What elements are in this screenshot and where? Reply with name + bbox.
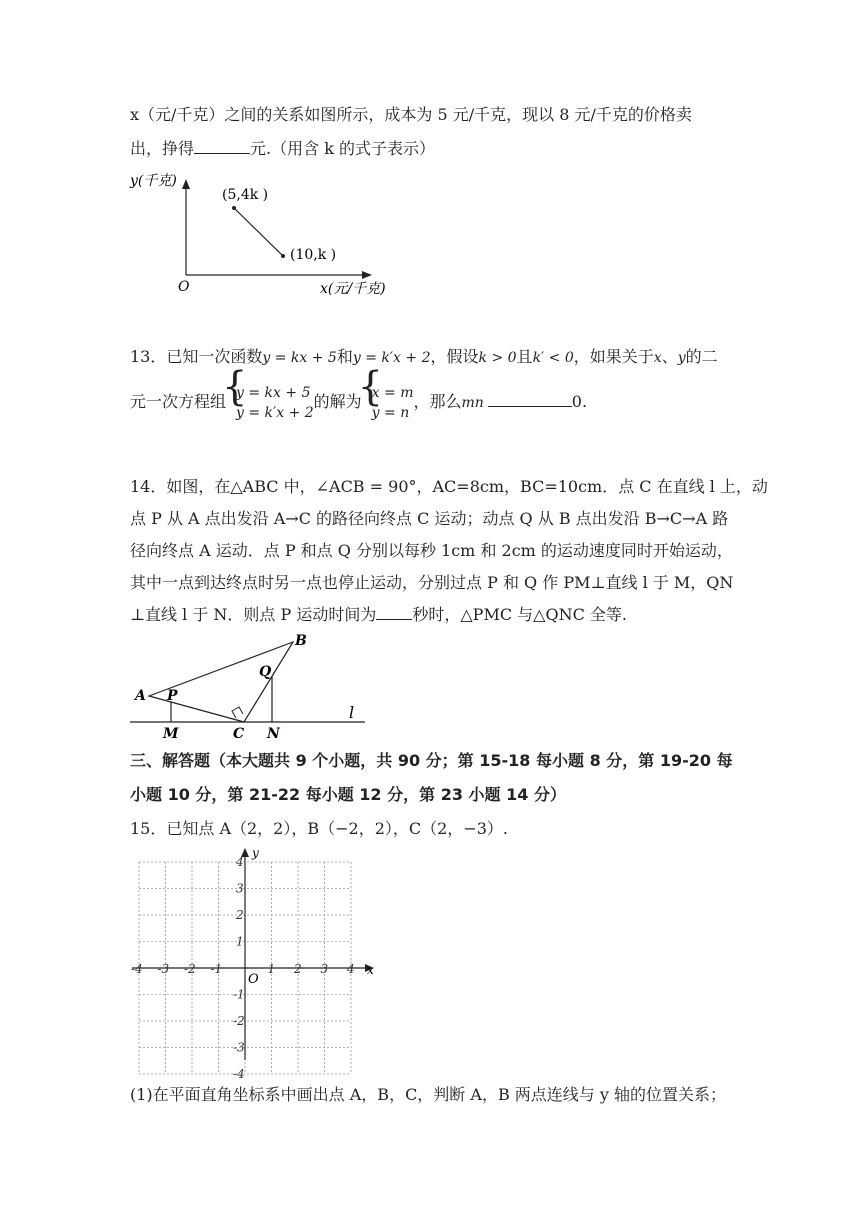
q13-and2: 且: [516, 347, 533, 366]
y-tick-label: -2: [233, 1014, 245, 1028]
answer-blank: [194, 139, 250, 154]
label-b: B: [295, 633, 307, 649]
x-tick-label: 3: [320, 962, 329, 976]
q14-line5: [130, 604, 627, 626]
q13-text-b: ，假设: [430, 347, 479, 366]
q13-var-y: y: [677, 350, 686, 366]
q13-text-c: ，如果关于: [573, 347, 654, 366]
q13-line2: [130, 380, 587, 424]
q13-line1: [130, 346, 718, 369]
point-1: [232, 206, 236, 210]
q13-eq2: y = k′x + 2: [352, 350, 431, 366]
segment: [234, 208, 283, 256]
q13-cond1: k > 0: [478, 350, 517, 366]
grid-origin-label: O: [248, 972, 259, 987]
q12-line2-suffix: 元.（用含 k 的式子表示）: [250, 139, 435, 158]
x-tick-labels: [131, 962, 355, 976]
q13-cond2: k′ < 0: [532, 350, 574, 366]
y-tick-label: 3: [236, 881, 244, 896]
solution-row-1: { x = m: [371, 384, 414, 401]
q13-text-f: 的解为: [313, 392, 362, 411]
answer-blank: [376, 605, 412, 620]
y-tick-label: 1: [236, 934, 244, 949]
x-tick-label: -2: [184, 962, 196, 976]
x-tick-label: 1: [267, 962, 276, 976]
x-tick-label: -4: [131, 962, 143, 976]
q13-text-a: 13．已知一次函数: [130, 347, 263, 366]
q15-line1: 15．已知点 A（2，2），B（−2，2），C（2，−3）.: [130, 819, 508, 838]
q14-line3: 径向终点 A 运动．点 P 和点 Q 分别以每秒 1cm 和 2cm 的运动速度同时开始运动，: [130, 541, 733, 560]
section-3-heading-line2: 小题 10 分，第 21-22 每小题 12 分，第 23 小题 14 分）: [130, 785, 566, 804]
q12-line2-prefix: 出，挣得: [130, 139, 195, 158]
point-1-label: (5,4k ): [222, 187, 269, 203]
x-axis-arrow-icon: [362, 271, 372, 279]
section-3-heading-line1: 三、解答题（本大题共 9 个小题，共 90 分；第 15-18 每小题 8 分，第 19-20 每: [130, 751, 733, 770]
label-l: l: [349, 703, 355, 722]
q15-part1: (1)在平面直角坐标系中画出点 A，B，C，判断 A，B 两点连线与 y 轴的位置关系；: [130, 1085, 727, 1104]
y-tick-label: -3: [233, 1040, 245, 1055]
y-tick-label: -1: [233, 987, 245, 1002]
equation-system: [226, 383, 314, 423]
label-n: N: [267, 726, 280, 742]
label-p: P: [167, 688, 178, 704]
x-tick-label: 4: [347, 962, 355, 976]
label-c: C: [233, 726, 245, 742]
point-2: [281, 254, 285, 258]
y-axis-label: y(千克): [130, 173, 177, 189]
q12-line2: [130, 138, 435, 160]
q14-triangle-figure: [125, 630, 375, 740]
grid-y-label: y: [252, 846, 259, 860]
right-angle-mark: [232, 707, 243, 718]
q14-line2: 点 P 从 A 点出发沿 A→C 的路径向终点 C 运动；动点 Q 从 B 点出发沿 B→C→A 路: [130, 509, 729, 528]
q14-text-b: 秒时，△PMC 与△QNC 全等.: [412, 605, 627, 624]
q13-text-h: 0.: [571, 392, 588, 411]
q14-line1: 14．如图，在△ABC 中，∠ACB = 90°，AC=8cm，BC=10cm．点 C 在直线 l 上，动: [130, 477, 768, 496]
x-tick-label: -1: [210, 962, 223, 976]
x-tick-label: 2: [294, 962, 302, 976]
q14-text-a: ⊥直线 l 于 N．则点 P 运动时间为: [130, 605, 377, 624]
x-tick-label: -3: [157, 962, 170, 976]
origin-label: O: [178, 279, 190, 295]
y-tick-label: 2: [236, 908, 244, 922]
q13-sep: 、: [661, 347, 678, 366]
system-row-2: y = k′x + 2: [236, 404, 314, 421]
q13-text-e: 元一次方程组: [130, 392, 227, 411]
y-tick-label: -4: [233, 1067, 245, 1081]
q13-text-g: ，那么: [413, 392, 462, 411]
x-axis-label: x(元/千克): [320, 281, 386, 297]
coordinate-grid: [128, 845, 383, 1081]
q13-and: 和: [336, 347, 353, 366]
y-axis-arrow-icon: [182, 179, 190, 189]
q14-line4: 其中一点到达终点时另一点也停止运动，分别过点 P 和 Q 作 PM⊥直线 l 于 M，QN: [130, 573, 734, 592]
y-tick-label: 4: [236, 855, 244, 869]
solution-row-2: y = n: [371, 404, 410, 421]
point-2-label: (10,k ): [290, 247, 337, 263]
label-a: A: [135, 688, 146, 704]
answer-blank: [488, 392, 572, 407]
q13-eq1: y = kx + 5: [262, 350, 337, 366]
q12-line1: x（元/千克）之间的关系如图所示，成本为 5 元/千克，现以 8 元/千克的价格卖: [130, 105, 692, 124]
label-m: M: [163, 726, 179, 742]
q12-graph: [120, 165, 410, 300]
q13-var-x: x: [653, 350, 662, 366]
solution-system: [362, 383, 414, 423]
system-row-1: { y = kx + 5: [236, 384, 311, 401]
q13-mn: mn: [461, 395, 484, 411]
label-q: Q: [259, 664, 272, 680]
q13-text-d: 的二: [685, 347, 718, 366]
grid-x-label: x: [367, 963, 374, 977]
